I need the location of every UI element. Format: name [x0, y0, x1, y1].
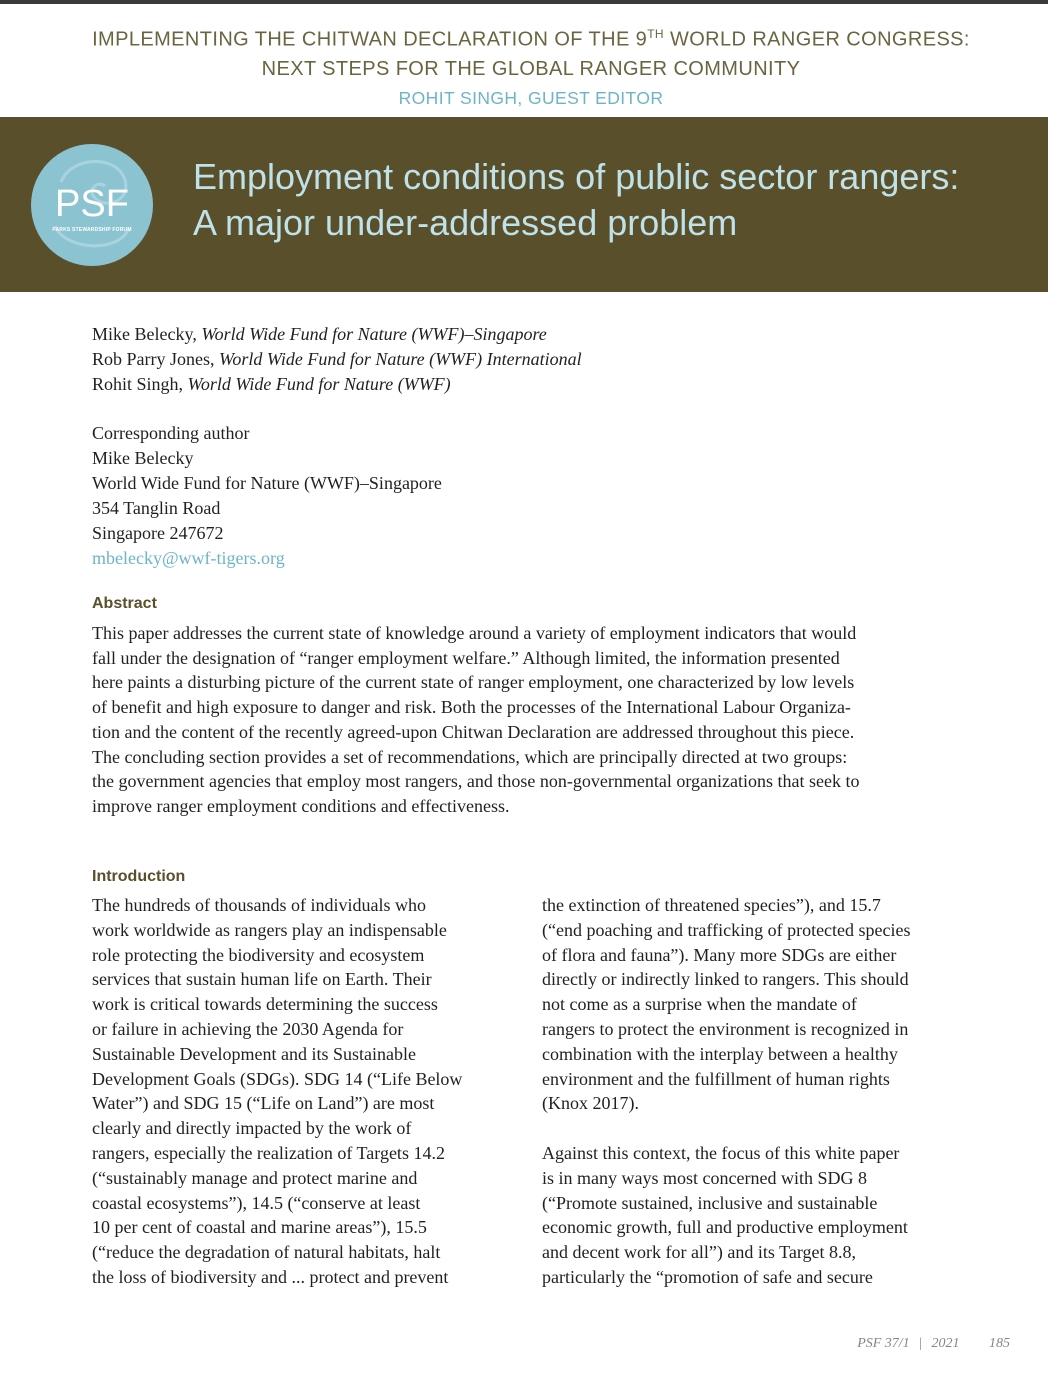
text-line: here paints a disturbing picture of the current state of ranger employment, one characterized by low levels	[92, 672, 855, 693]
paragraph	[542, 1141, 962, 1290]
corresponding-name: Mike Belecky	[92, 448, 194, 468]
text-line: Development Goals (SDGs). SDG 14 (“Life Below	[92, 1068, 463, 1089]
page-footer	[0, 1336, 1010, 1352]
title-banner	[0, 117, 1048, 292]
guest-editor: ROHIT SINGH, GUEST EDITOR	[398, 87, 664, 108]
text-line: is in many ways most concerned with SDG 8	[542, 1167, 867, 1188]
author-line: Mike Belecky, World Wide Fund for Nature (WWF)–Singapore	[92, 324, 547, 344]
text-line: The concluding section provides a set of recommendations, which are principally directed at two groups:	[92, 746, 848, 767]
article-title	[193, 154, 1023, 246]
paragraph-gap	[542, 1116, 962, 1141]
article-title-line-1: Employment conditions of public sector rangers:	[193, 156, 960, 197]
top-rule	[0, 0, 1048, 4]
text-line: (“sustainably manage and protect marine and	[92, 1167, 418, 1188]
text-line: Against this context, the focus of this white paper	[542, 1142, 900, 1163]
text-line: of flora and fauna”). Many more SDGs are either	[542, 944, 897, 965]
logo-subtext: PARKS STEWARDSHIP FORUM	[52, 227, 132, 233]
text-line: (“Promote sustained, inclusive and sustainable	[542, 1192, 878, 1213]
text-line: the extinction of threatened species”), and 15.7	[542, 895, 881, 915]
text-line: combination with the interplay between a healthy	[542, 1043, 898, 1064]
footer-separator: |	[919, 1336, 922, 1351]
text-line: (“reduce the degradation of natural habitats, halt	[92, 1242, 441, 1263]
text-line: fall under the designation of “ranger employment welfare.” Although limited, the information presented	[92, 647, 840, 668]
psf-logo	[31, 144, 153, 266]
text-line: of benefit and high exposure to danger and risk. Both the processes of the International Labour Organiza-	[92, 697, 851, 718]
text-line: services that sustain human life on Earth. Their	[92, 969, 432, 990]
abstract-body	[92, 621, 962, 819]
text-line: rangers, especially the realization of Targets 14.2	[92, 1142, 445, 1163]
text-line: work is critical towards determining the success	[92, 994, 438, 1015]
text-line: rangers to protect the environment is recognized in	[542, 1018, 909, 1039]
text-line: clearly and directly impacted by the work of	[92, 1118, 412, 1139]
text-line: 10 per cent of coastal and marine areas”), 15.5	[92, 1217, 427, 1238]
text-line: or failure in achieving the 2030 Agenda for	[92, 1018, 404, 1039]
text-line: Water”) and SDG 15 (“Life on Land”) are most	[92, 1093, 435, 1114]
author-list	[92, 322, 582, 397]
introduction-left-column	[92, 893, 502, 1290]
corresponding-street: 354 Tanglin Road	[92, 498, 221, 518]
footer-issue: 37/1	[884, 1336, 910, 1351]
text-line: economic growth, full and productive employment	[542, 1217, 908, 1238]
paragraph	[542, 893, 962, 1116]
text-line: (“end poaching and trafficking of protected species	[542, 919, 911, 940]
introduction-heading: Introduction	[92, 868, 186, 885]
logo-text: PSF	[55, 183, 129, 225]
article-title-line-2: A major under-addressed problem	[193, 202, 738, 243]
text-line: not come as a surprise when the mandate of	[542, 994, 857, 1015]
series-title-line-2: NEXT STEPS FOR THE GLOBAL RANGER COMMUNITY	[261, 57, 801, 80]
text-line: This paper addresses the current state of knowledge around a variety of employment indicators that would	[92, 623, 857, 643]
corresponding-city: Singapore 247672	[92, 523, 224, 543]
series-title-line-1: IMPLEMENTING THE CHITWAN DECLARATION OF THE 9TH WORLD RANGER CONGRESS:	[92, 27, 970, 51]
text-line: role protecting the biodiversity and ecosystem	[92, 944, 425, 965]
corresponding-author-block	[92, 421, 442, 571]
text-line: and decent work for all”) and its Target 8.8,	[542, 1242, 856, 1263]
corresponding-org: World Wide Fund for Nature (WWF)–Singapore	[92, 473, 442, 493]
text-line: improve ranger employment conditions and effectiveness.	[92, 795, 510, 816]
text-line: The hundreds of thousands of individuals who	[92, 895, 426, 915]
series-header	[0, 20, 1048, 112]
footer-journal: PSF	[857, 1336, 882, 1351]
text-line: Sustainable Development and its Sustainable	[92, 1043, 416, 1064]
email-link[interactable]: mbelecky@wwf-tigers.org	[92, 548, 285, 568]
introduction-right-column	[542, 893, 962, 1290]
text-line: the loss of biodiversity and ... protect and prevent	[92, 1266, 449, 1287]
author-line: Rohit Singh, World Wide Fund for Nature (WWF)	[92, 374, 451, 394]
text-line: tion and the content of the recently agreed-upon Chitwan Declaration are addressed throughout this piece.	[92, 721, 855, 742]
text-line: work worldwide as rangers play an indispensable	[92, 919, 447, 940]
text-line: particularly the “promotion of safe and secure	[542, 1266, 873, 1287]
footer-year: 2021	[931, 1336, 960, 1351]
page-number: 185	[989, 1336, 1010, 1351]
text-line: the government agencies that employ most rangers, and those non-governmental organizations that seek to	[92, 771, 860, 792]
corresponding-label: Corresponding author	[92, 423, 250, 443]
text-line: (Knox 2017).	[542, 1093, 639, 1114]
author-line: Rob Parry Jones, World Wide Fund for Nature (WWF) International	[92, 349, 582, 369]
abstract-heading: Abstract	[92, 595, 157, 612]
text-line: environment and the fulfillment of human rights	[542, 1068, 890, 1089]
text-line: coastal ecosystems”), 14.5 (“conserve at least	[92, 1192, 421, 1213]
text-line: directly or indirectly linked to rangers. This should	[542, 969, 909, 990]
